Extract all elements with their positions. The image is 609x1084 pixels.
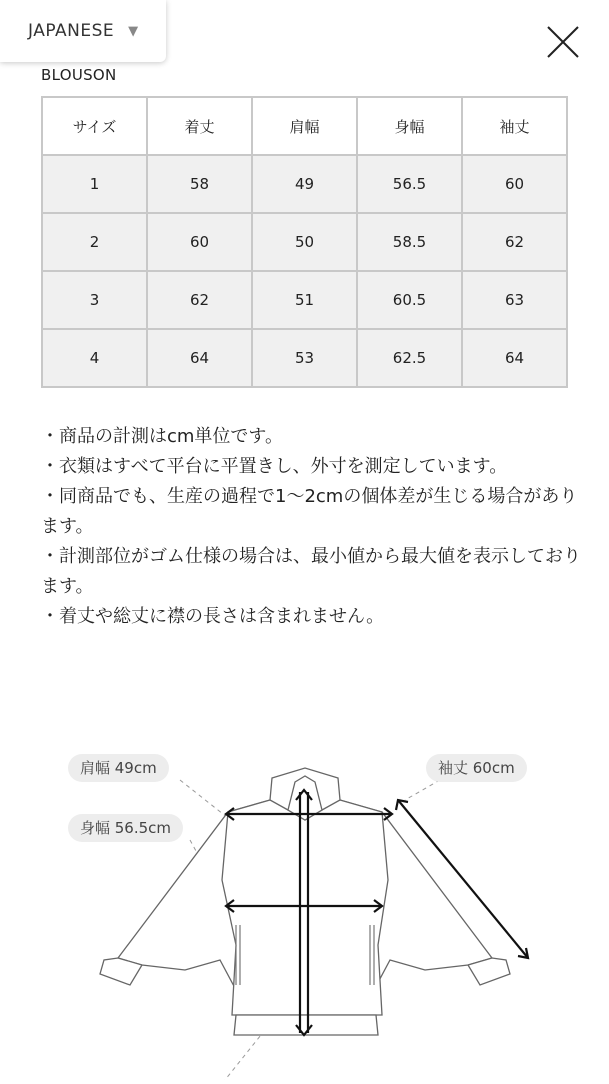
category-title: BLOUSON [41, 66, 117, 84]
note-item: ・同商品でも、生産の過程で1〜2cmの個体差が生じる場合があります。 [41, 486, 578, 537]
table-row [42, 213, 567, 271]
table-cell: 62 [147, 271, 252, 329]
jacket-illustration [0, 730, 609, 1080]
close-icon[interactable] [546, 25, 580, 59]
note-item: ・衣類はすべて平台に平置きし、外寸を測定しています。 [41, 456, 508, 477]
table-header: 身幅 [357, 97, 462, 155]
table-cell: 58 [147, 155, 252, 213]
table-cell: 58.5 [357, 213, 462, 271]
table-cell: 63 [462, 271, 567, 329]
table-cell: 56.5 [357, 155, 462, 213]
body-width-label: 身幅 56.5cm [68, 814, 183, 842]
table-cell: 51 [252, 271, 357, 329]
table-row [42, 271, 567, 329]
sleeve-length-label: 袖丈 60cm [426, 754, 527, 782]
table-header: 肩幅 [252, 97, 357, 155]
table-row [42, 155, 567, 213]
shoulder-width-label: 肩幅 49cm [68, 754, 169, 782]
size-table [41, 96, 568, 388]
note-item: ・着丈や総丈に襟の長さは含まれません。 [41, 606, 385, 627]
table-row [42, 329, 567, 387]
table-cell: 62 [462, 213, 567, 271]
table-cell: 64 [147, 329, 252, 387]
garment-diagram [0, 730, 609, 1080]
table-header: 着丈 [147, 97, 252, 155]
language-select[interactable] [0, 0, 166, 62]
table-cell: 3 [42, 271, 147, 329]
table-header: 袖丈 [462, 97, 567, 155]
table-cell: 60 [147, 213, 252, 271]
table-header: サイズ [42, 97, 147, 155]
table-cell: 49 [252, 155, 357, 213]
note-item: ・商品の計測はcm単位です。 [41, 426, 283, 447]
note-item: ・計測部位がゴム仕様の場合は、最小値から最大値を表示しております。 [41, 546, 581, 597]
table-cell: 53 [252, 329, 357, 387]
table-cell: 1 [42, 155, 147, 213]
table-cell: 62.5 [357, 329, 462, 387]
caret-down-icon: ▼ [128, 23, 139, 39]
table-header-row [42, 97, 567, 155]
table-cell: 60.5 [357, 271, 462, 329]
language-label: JAPANESE [28, 21, 115, 41]
table-cell: 64 [462, 329, 567, 387]
table-cell: 2 [42, 213, 147, 271]
measurement-notes [41, 422, 581, 632]
table-cell: 50 [252, 213, 357, 271]
table-cell: 60 [462, 155, 567, 213]
table-cell: 4 [42, 329, 147, 387]
